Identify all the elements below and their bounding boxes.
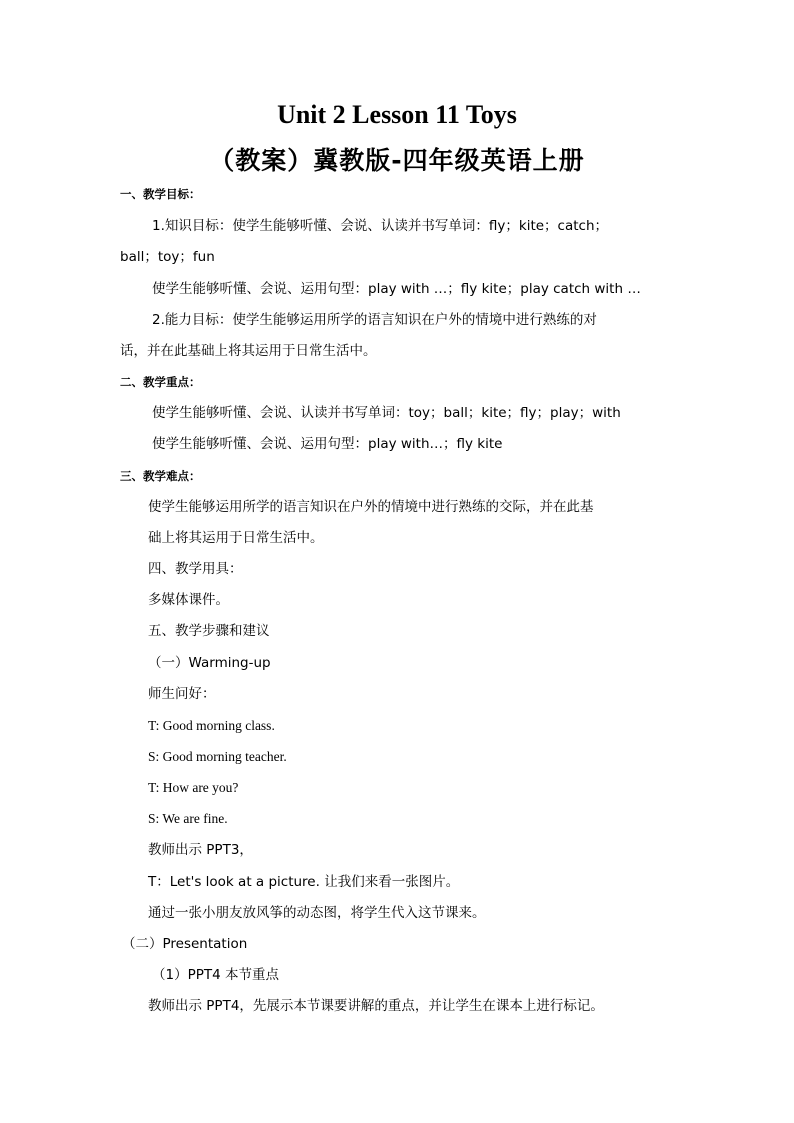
s1-line-4: 2.能力目标：使学生能够运用所学的语言知识在户外的情境中进行熟练的对 (152, 312, 597, 328)
s1-line-2: ball；toy；fun (120, 249, 215, 265)
s5-line-9: 教师出示 PPT4，先展示本节课要讲解的重点，并让学生在课本上进行标记。 (148, 998, 604, 1014)
title-chinese: （教案）冀教版-四年级英语上册 (209, 146, 585, 175)
s5-line-4: T: How are you? (148, 780, 239, 795)
s2-line-1: 使学生能够听懂、会说、认读并书写单词：toy；ball；kite；fly；play；with (152, 405, 621, 421)
s5-line-2: T: Good morning class. (148, 718, 275, 733)
section-5-heading: 五、教学步骤和建议 (148, 623, 270, 639)
section-2-heading: 二、教学重点： (120, 375, 201, 389)
s4-line-1: 多媒体课件。 (148, 592, 229, 608)
s5-line-6: 教师出示 PPT3， (148, 842, 253, 858)
s1-line-1: 1.知识目标：使学生能够听懂、会说、认读并书写单词：fly；kite；catch； (152, 218, 609, 234)
s5-subheading-2-1: （1）PPT4 本节重点 (152, 967, 279, 983)
s5-subheading-1: （一）Warming-up (148, 655, 271, 671)
s5-line-3: S: Good morning teacher. (148, 749, 287, 764)
section-1-heading: 一、教学目标： (120, 187, 201, 201)
section-4-heading: 四、教学用具： (148, 561, 243, 577)
s5-line-7: T：Let's look at a picture. 让我们来看一张图片。 (148, 874, 460, 890)
title-english: Unit 2 Lesson 11 Toys (277, 100, 517, 129)
s1-line-3: 使学生能够听懂、会说、运用句型：play with …；fly kite；play catch with … (152, 281, 641, 297)
s5-line-8: 通过一张小朋友放风筝的动态图，将学生代入这节课来。 (148, 905, 486, 921)
s2-line-2: 使学生能够听懂、会说、运用句型：play with…；fly kite (152, 436, 503, 452)
s5-subheading-2: （二）Presentation (122, 936, 248, 952)
s3-line-2: 础上将其运用于日常生活中。 (148, 530, 324, 546)
s1-line-5: 话，并在此基础上将其运用于日常生活中。 (120, 343, 377, 359)
s5-line-1: 师生问好： (148, 686, 216, 702)
s5-line-5: S: We are fine. (148, 811, 228, 826)
s3-line-1: 使学生能够运用所学的语言知识在户外的情境中进行熟练的交际，并在此基 (148, 499, 594, 515)
section-3-heading: 三、教学难点： (120, 469, 201, 483)
